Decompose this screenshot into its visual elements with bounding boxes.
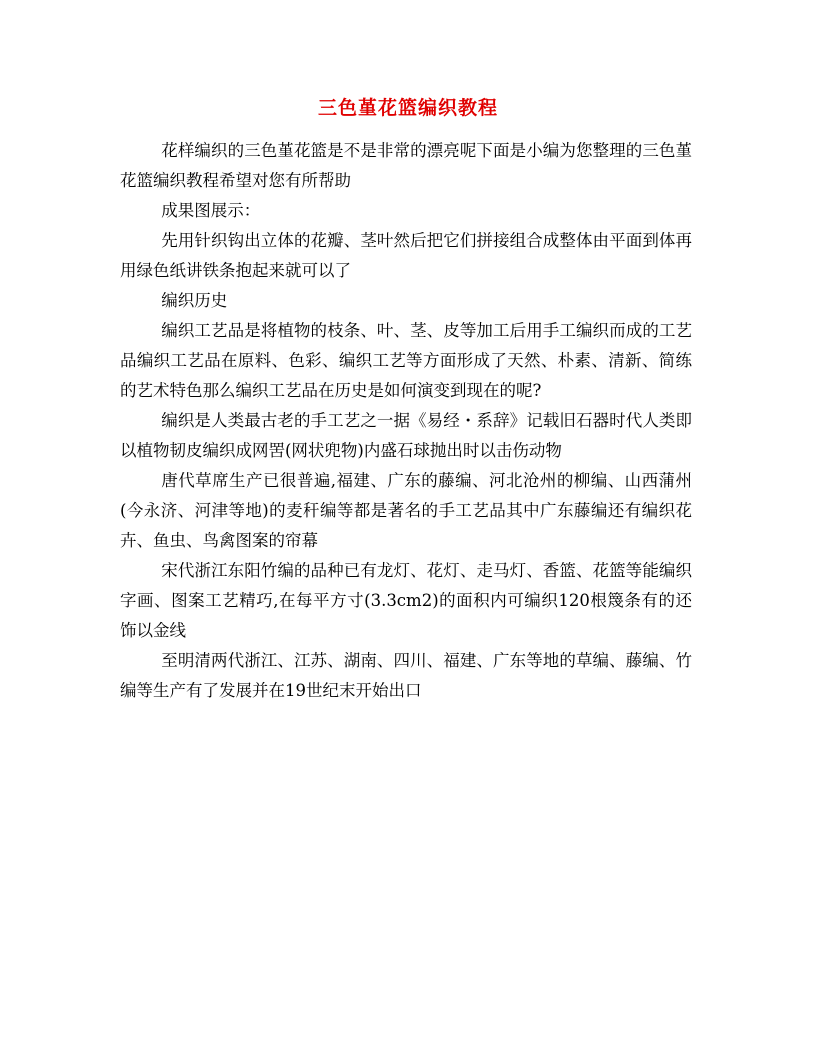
paragraph-song: 宋代浙江东阳竹编的品种已有龙灯、花灯、走马灯、香篮、花篮等能编织字画、图案工艺精巧,在每平方寸(3.3cm2)的面积内可编织120根篾条有的还饰以金线 [120,561,692,640]
paragraph-history-heading: 编织历史 [161,291,228,310]
paragraph-intro: 花样编织的三色堇花篮是不是非常的漂亮呢下面是小编为您整理的三色堇花篮编织教程希望对您有所帮助 [120,141,692,190]
document-body [120,136,692,706]
paragraph-method: 先用针织钩出立体的花瓣、茎叶然后把它们拼接组合成整体由平面到体再用绿色纸讲铁条抱起来就可以了 [120,231,692,280]
document-title: 三色堇花篮编织教程 [317,97,498,119]
paragraph-ming-qing: 至明清两代浙江、江苏、湖南、四川、福建、广东等地的草编、藤编、竹编等生产有了发展并在19世纪末开始出口 [120,651,692,700]
paragraph-result-label: 成果图展示： [161,201,261,220]
paragraph-tang: 唐代草席生产已很普遍,福建、广东的藤编、河北沧州的柳编、山西蒲州(今永济、河津等地)的麦秆编等都是著名的手工艺品其中广东藤编还有编织花卉、鱼虫、鸟禽图案的帘幕 [120,471,692,550]
paragraph-history-overview: 编织工艺品是将植物的枝条、叶、茎、皮等加工后用手工编织而成的工艺品编织工艺品在原料、色彩、编织工艺等方面形成了天然、朴素、清新、简练的艺术特色那么编织工艺品在历史是如何演变到现在的呢? [120,321,692,400]
paragraph-ancient: 编织是人类最古老的手工艺之一据《易经・系辞》记载旧石器时代人类即以植物韧皮编织成网罟(网状兜物)内盛石球抛出时以击伤动物 [120,411,692,460]
